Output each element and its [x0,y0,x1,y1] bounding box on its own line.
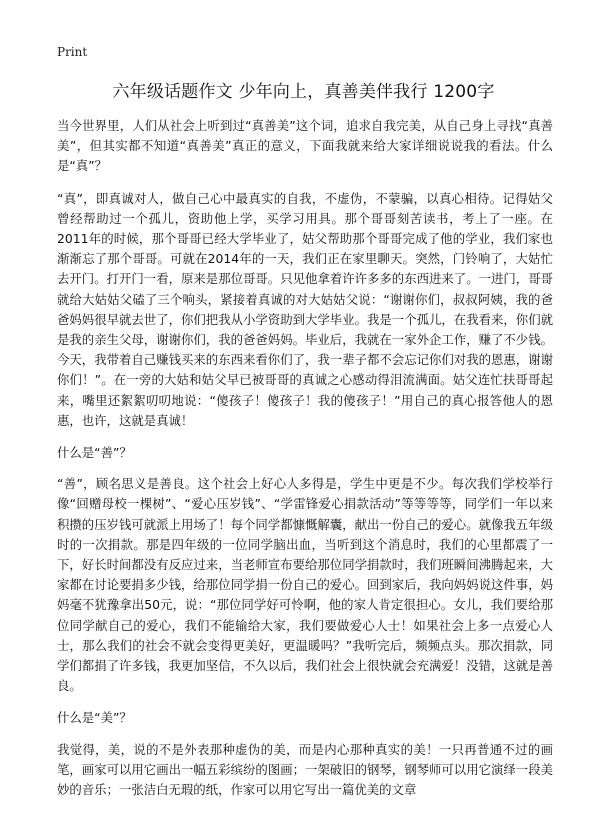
paragraph-truth: “真”，即真诚对人，做自己心中最真实的自我，不虚伪，不蒙骗，以真心相待。记得姑父曾经帮助过一个孤儿，资助他上学，买学习用具。那个哥哥刻苦读书，考上了一座。在2011年的时候，那个哥哥已经大学毕业了，姑父帮助那个哥哥完成了他的学业，我们家也渐渐忘了那个哥哥。可就在2014年的一天，我们正在家里聊天。突然，门铃响了，大姑忙去开门。打开门一看，原来是那位哥哥。只见他拿着许许多多的东西进来了。一进门，哥哥就给大姑姑父磕了三个响头，紧接着真诚的对大姑姑父说：“谢谢你们，叔叔阿姨，我的爸爸妈妈很早就去世了，你们把我从小学资助到大学毕业。我是一个孤儿，在我看来，你们就是我的亲生父母，谢谢你们，我的爸爸妈妈。毕业后，我就在一家外企工作，赚了不少钱。今天，我带着自己赚钱买来的东西来看你们了，我一辈子都不会忘记你们对我的恩惠，谢谢你们！”。在一旁的大姑和姑父早已被哥哥的真诚之心感动得泪流满面。姑父连忙扶哥哥起来，嘴里还絮絮叨叨地说：“傻孩子！傻孩子！我的傻孩子！”用自己的真心报答他人的恩惠，也许，这就是真诚！ [57,190,553,428]
paragraph-intro: 当今世界里，人们从社会上听到过“真善美”这个词，追求自我完美，从自己身上寻找“真善美”，但其实都不知道“真善美”真正的意义，下面我就来给大家详细说说我的看法。什么是“真”？ [57,118,553,174]
paragraph-kindness: “善”，顾名思义是善良。这个社会上好心人多得是，学生中更是不少。每次我们学校举行像“回赠母校一棵树”、“爱心压岁钱”、“学雷锋爱心捐款活动”等等等等，同学们一年以来积攒的压岁钱可就派上用场了！每个同学都慷慨解囊，献出一份自己的爱心。就像我五年级时的一次捐款。那是四年级的一位同学脑出血，当听到这个消息时，我们的心里都震了一下，好长时间都没有反应过来，当老师宣布要给那位同学捐款时，我们班瞬间沸腾起来，大家都在讨论要捐多少钱，给那位同学捐一份自己的爱心。回到家后，我向妈妈说这件事，妈妈毫不犹豫拿出50元，说：“那位同学好可怜啊，他的家人肯定很担心。女儿，我们要给那位同学献自己的爱心，我们不能输给大家，我们要做爱心人士！如果社会上多一点爱心人士，那么我们的社会不就会变得更美好，更温暖吗？”我听完后，频频点头。那次捐款，同学们都捐了许多钱，我更加坚信，不久以后，我们社会上很快就会充满爱！没错，这就是善良。 [57,476,553,694]
essay-body [57,116,553,812]
print-link[interactable]: Print [57,45,88,59]
paragraph-beauty: 我觉得，美，说的不是外表那种虚伪的美，而是内心那种真实的美！一只再普通不过的画笔，画家可以用它画出一幅五彩缤纷的图画；一架破旧的钢琴，钢琴师可以用它演绎一段美妙的音乐；一张洁白无瑕的纸，作家可以用它写出一篇优美的文章 [57,741,553,798]
heading-kindness: 什么是“善”？ [57,445,132,461]
heading-beauty: 什么是“美”？ [57,710,132,726]
essay-title: 六年级话题作文 少年向上，真善美伴我行 1200字 [112,82,495,102]
